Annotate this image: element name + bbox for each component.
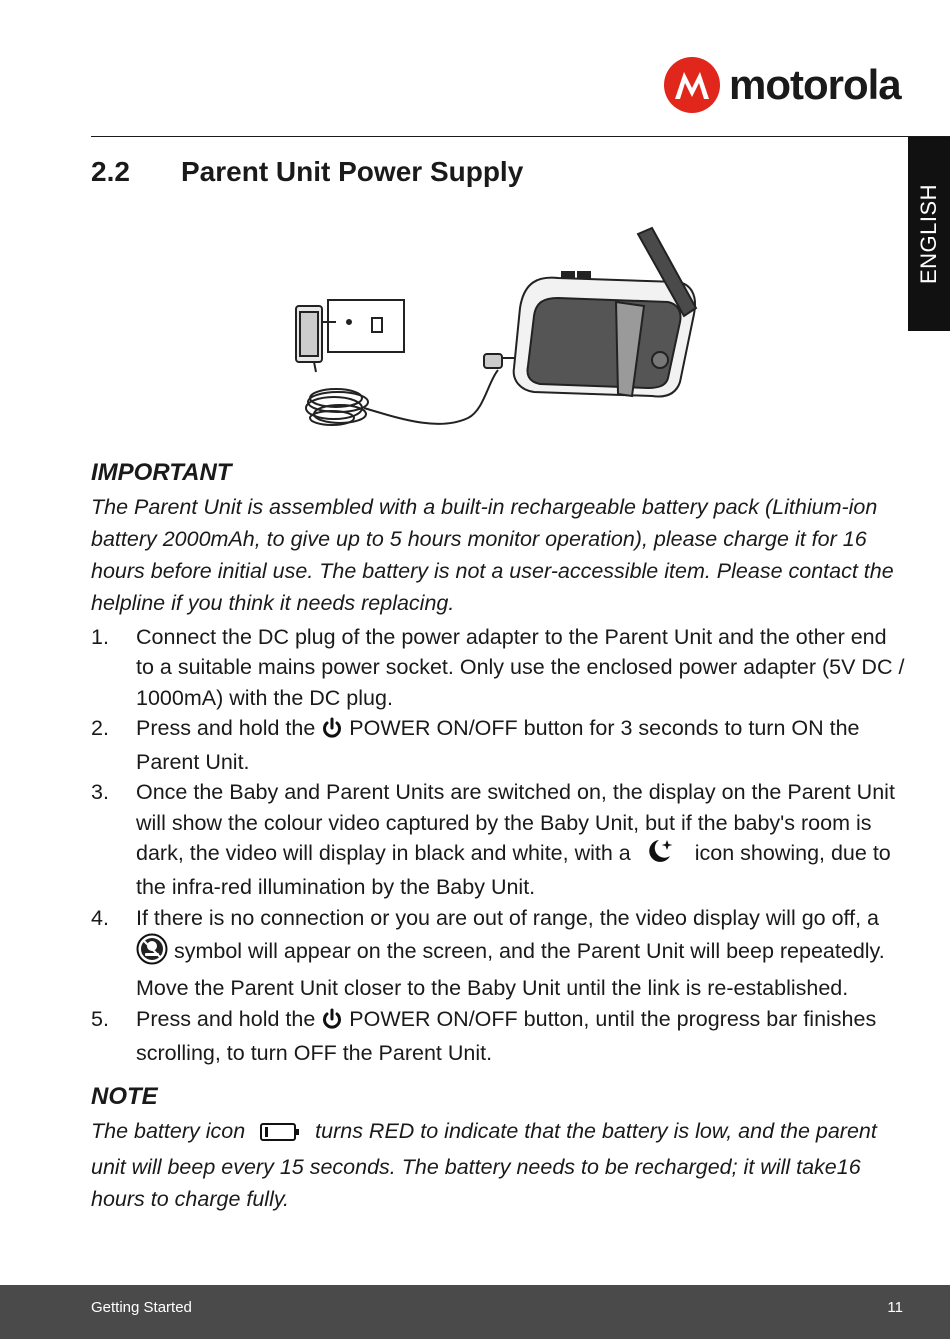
step-text-post: icon showing, due to the infra-red illumination by the Baby Unit. [136, 841, 891, 900]
page-footer [0, 1285, 950, 1339]
step-text-pre: Press and hold the [136, 715, 316, 740]
steps-list [91, 622, 906, 1068]
brand-name: motorola [729, 61, 901, 108]
wall-socket [328, 300, 404, 352]
step-number: 1. [91, 625, 109, 649]
motorola-logo [664, 56, 901, 114]
list-item [91, 777, 906, 902]
list-item [91, 903, 906, 1004]
steps-block [91, 622, 906, 1068]
dc-plug [484, 354, 502, 368]
important-label: IMPORTANT [91, 459, 232, 486]
note-label: NOTE [91, 1083, 158, 1110]
list-item [91, 713, 906, 778]
night-vision-icon [645, 838, 675, 872]
power-icon [321, 717, 343, 747]
header-rule [91, 136, 950, 137]
power-icon [321, 1008, 343, 1038]
battery-icon [259, 1119, 301, 1151]
step-number: 3. [91, 780, 109, 805]
power-supply-illustration [288, 222, 708, 447]
out-of-range-icon [136, 933, 168, 973]
step-number: 2. [91, 715, 109, 740]
step-text-post: POWER ON/OFF button, until the progress bar finishes scrolling, to turn OFF the Parent Unit. [136, 1006, 877, 1065]
footer-section: Getting Started [91, 1299, 192, 1316]
language-tab [908, 137, 950, 331]
page-number: 11 [887, 1299, 903, 1316]
step-text-pre: Once the Baby and Parent Units are switched on, the display on the Parent Unit will show the colour video captured by the Baby Unit, but if the baby's room is dark, the video will display in black and white, with a [136, 780, 895, 866]
step-number: 5. [91, 1006, 109, 1031]
important-text: The Parent Unit is assembled with a built-in rechargeable battery pack (Lithium-ion battery 2000mAh, to give up to 5 hours monitor operation), please charge it for 16 hours before initial use. The battery is not a user-accessible item. Please contact the helpline if you think it needs replacing. [91, 495, 894, 615]
step-text-pre: If there is no connection or you are out of range, the video display will go off, a [136, 905, 879, 930]
section-title: Parent Unit Power Supply [181, 156, 524, 187]
step-text-pre: Press and hold the [136, 1006, 316, 1031]
note-text-post: turns RED to indicate that the battery is low, and the parent unit will beep every 15 seconds. The battery needs to be recharged; it will take16 hours to charge fully. [91, 1119, 877, 1211]
motorola-batwing-icon [664, 57, 720, 113]
language-tab-label: ENGLISH [916, 183, 941, 285]
important-block [91, 457, 906, 619]
step-text-post: symbol will appear on the screen, and the Parent Unit will beep repeatedly. Move the Parent Unit closer to the Baby Unit until the link is re-established. [136, 938, 885, 1001]
step-text-post: POWER ON/OFF button for 3 seconds to turn ON the Parent Unit. [136, 715, 860, 775]
note-text [91, 1115, 906, 1215]
step-number: 4. [91, 905, 109, 930]
section-heading [91, 156, 523, 188]
note-text-pre: The battery icon [91, 1119, 246, 1143]
list-item [91, 622, 906, 713]
list-item [91, 1004, 906, 1069]
section-number: 2.2 [91, 156, 130, 187]
note-block [91, 1081, 906, 1215]
step-text: Connect the DC plug of the power adapter to the Parent Unit and the other end to a suitable mains power socket. Only use the enclosed power adapter (5V DC / 1000mA) with the DC plug. [136, 625, 905, 710]
